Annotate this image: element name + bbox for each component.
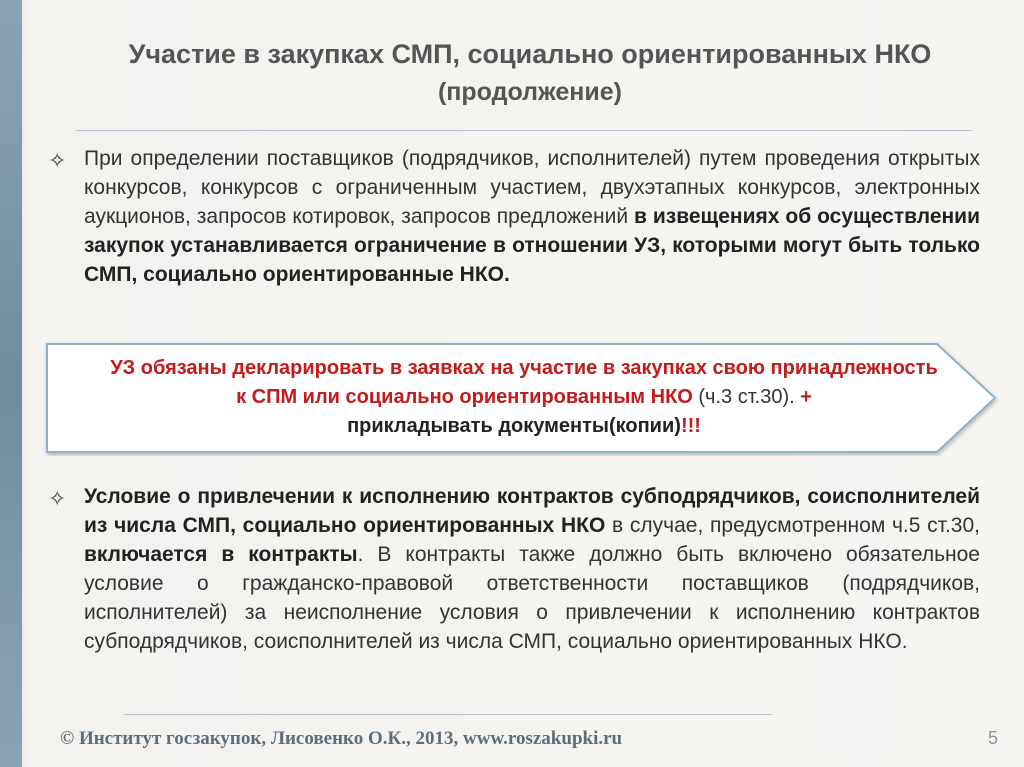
paragraph-2-bold-1: Условие о привлечении к исполнению контрактов субподрядчиков, соисполнителей из числа СМП, социально ориентированных НКО bbox=[84, 485, 980, 537]
paragraph-2-text-2: . В контракты также должно быть включено обязательное условие о гражданско-правовой ответственности поставщиков (подрядчиков, исполнителей) за неисполнение условия о привлечении к исполнению контрактов субподрядчиков, соисполнителей из числа СМП, социально ориентированных НКО. bbox=[84, 543, 980, 653]
callout-plus: + bbox=[800, 386, 812, 408]
bullet-star-icon: ✧ bbox=[48, 486, 67, 511]
paragraph-2-bold-2: включается в контракты bbox=[84, 543, 358, 566]
paragraph-1-bold: в извещениях об осуществлении закупок устанавливается ограничение в отношении УЗ, которыми могут быть только СМП, социально ориентированные НКО. bbox=[84, 205, 981, 286]
footer-copyright: © Институт госзакупок, Лисовенко О.К., 2013, www.roszakupki.ru bbox=[60, 728, 623, 749]
page-title: Участие в закупках СМП, социально ориентированных НКО bbox=[128, 39, 932, 69]
callout-text bbox=[104, 354, 944, 441]
title-divider bbox=[76, 130, 972, 131]
callout-red-text: УЗ обязаны декларировать в заявках на участие в закупках свою принадлежность к СПМ или социально ориентированным НКО bbox=[110, 357, 938, 408]
paragraph-1 bbox=[84, 144, 980, 289]
bullet-star-icon: ✧ bbox=[48, 148, 67, 173]
sidebar-accent bbox=[0, 0, 22, 767]
callout-box bbox=[44, 340, 999, 456]
paragraph-2-text-1: в случае, предусмотренном ч.5 ст.30, bbox=[605, 514, 980, 537]
paragraph-2 bbox=[84, 482, 980, 656]
footer-divider bbox=[124, 714, 772, 715]
callout-exclamation: !!! bbox=[680, 415, 701, 437]
page-number: 5 bbox=[988, 728, 999, 748]
callout-dark-text: прикладывать документы(копии) bbox=[347, 415, 681, 437]
callout-reference: (ч.3 ст.30). bbox=[692, 386, 801, 408]
page-subtitle: (продолжение) bbox=[437, 78, 623, 106]
paragraph-1-text: При определении поставщиков (подрядчиков, исполнителей) путем проведения открытых конкурсов, конкурсов с ограниченным участием, двухэтапных конкурсов, электронных аукционов, запросов котировок, запросов предложений bbox=[84, 147, 980, 228]
